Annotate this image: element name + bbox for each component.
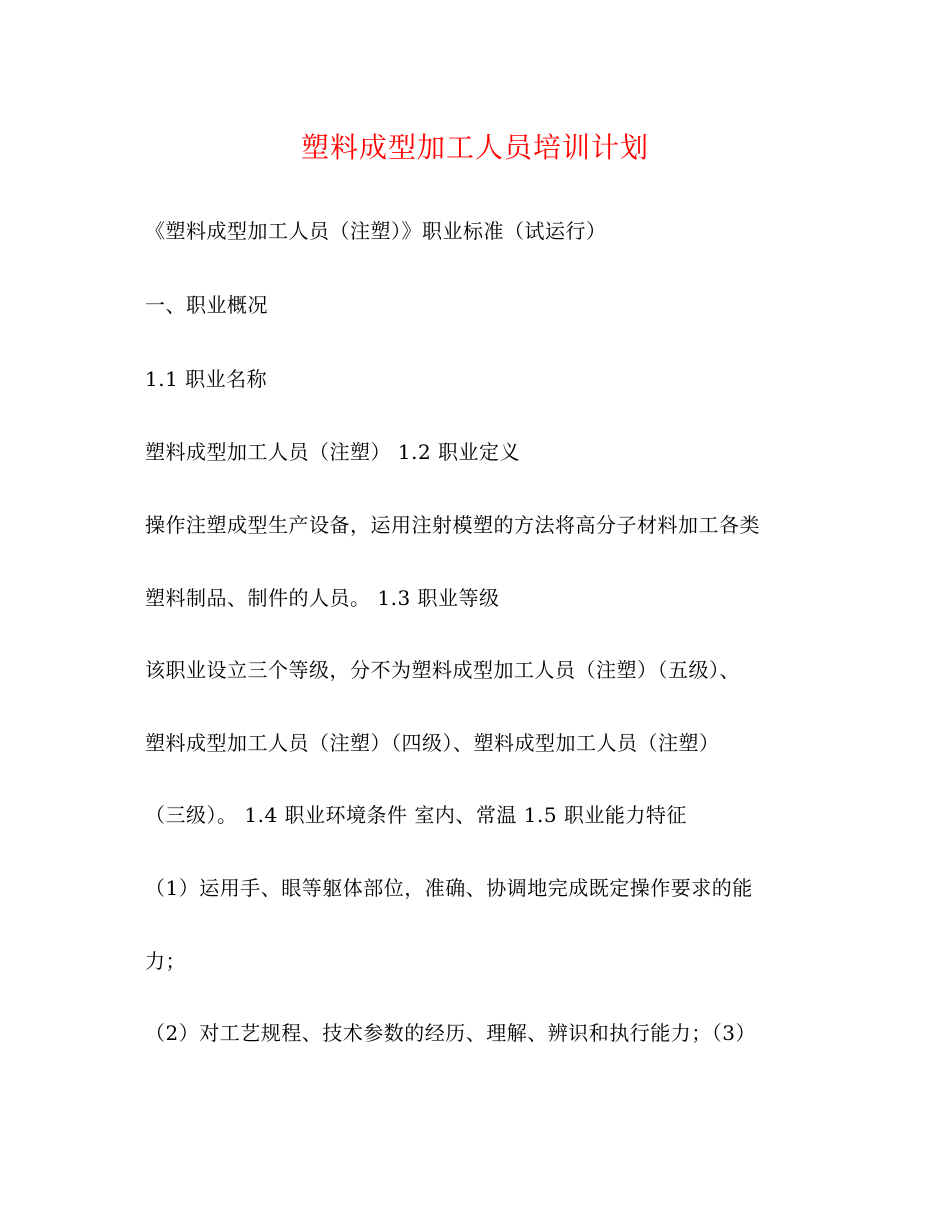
paragraph-line: 塑料制品、制件的人员。 1.3 职业等级 <box>145 586 500 610</box>
section-heading-overview: 一、职业概况 <box>145 293 268 317</box>
subsection-occupation-name: 1.1 职业名称 <box>145 367 268 391</box>
paragraph-line: 操作注塑成型生产设备，运用注射模塑的方法将高分子材料加工各类 <box>145 513 760 537</box>
standard-title-line: 《塑料成型加工人员（注塑）》职业标准（试运行） <box>145 219 607 243</box>
paragraph-line: （三级）。 1.4 职业环境条件 室内、常温 1.5 职业能力特征 <box>145 803 687 827</box>
list-item-1: （1）运用手、眼等躯体部位，准确、协调地完成既定操作要求的能 <box>145 876 753 900</box>
paragraph-line: 该职业设立三个等级，分不为塑料成型加工人员（注塑）（五级）、 <box>145 658 740 682</box>
document-title: 塑料成型加工人员培训计划 <box>300 131 649 164</box>
list-item-2: （2）对工艺规程、技术参数的经历、理解、辨识和执行能力；（3） <box>145 1021 756 1045</box>
list-item-1-continued: 力； <box>145 949 186 973</box>
paragraph-line: 塑料成型加工人员（注塑）（四级）、塑料成型加工人员（注塑） <box>145 731 720 755</box>
paragraph-line: 塑料成型加工人员（注塑） 1.2 职业定义 <box>145 440 521 464</box>
